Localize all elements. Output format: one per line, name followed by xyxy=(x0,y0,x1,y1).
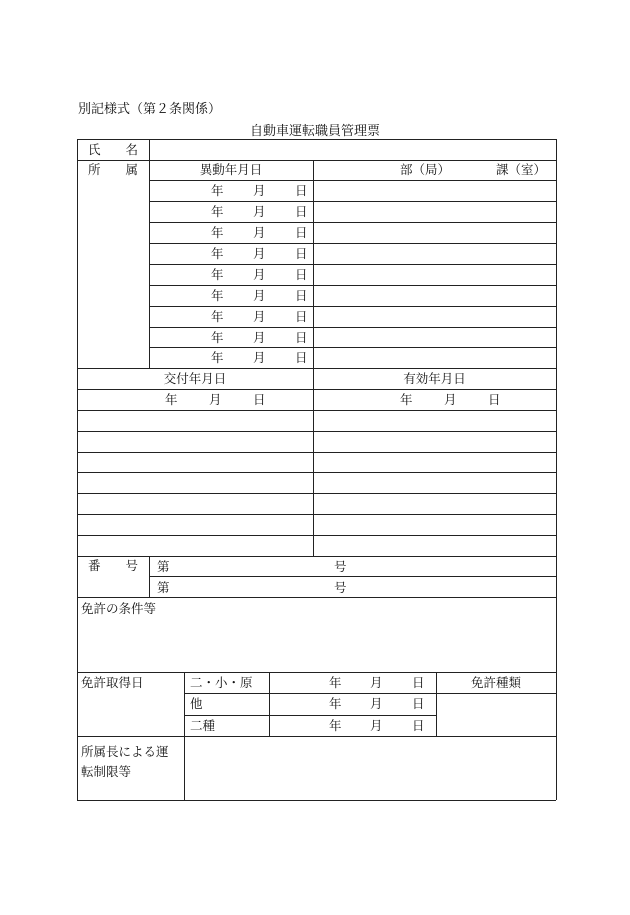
transfer-date-row: 年 月 日 xyxy=(211,182,308,198)
section-header: 課（室） xyxy=(496,162,547,177)
form-title: 自動車運転職員管理票 xyxy=(249,124,380,139)
license-type-1: 二・小・原 xyxy=(190,675,253,690)
number-label: 番 号 xyxy=(87,557,138,573)
form-label: 別記様式（第２条関係） xyxy=(78,102,222,117)
transfer-date-row: 年 月 日 xyxy=(211,203,308,219)
transfer-date-row: 年 月 日 xyxy=(211,245,308,261)
transfer-date-row: 年 月 日 xyxy=(211,329,308,345)
license-type-3: 二種 xyxy=(190,718,216,733)
number-prefix-1: 第 xyxy=(157,559,170,574)
license-conditions-label: 免許の条件等 xyxy=(81,601,157,616)
license-date-3: 年 月 日 xyxy=(329,717,425,733)
transfer-date-row: 年 月 日 xyxy=(211,308,308,324)
restrictions-label: 所属長による運 転制限等 xyxy=(81,744,169,779)
issue-date-header: 交付年月日 xyxy=(163,370,227,386)
department-header: 部（局） xyxy=(400,162,451,177)
transfer-date-row: 年 月 日 xyxy=(211,266,308,282)
transfer-date-row: 年 月 日 xyxy=(211,224,308,240)
number-suffix-2: 号 xyxy=(334,580,347,595)
number-suffix-1: 号 xyxy=(334,559,347,574)
license-date-1: 年 月 日 xyxy=(329,674,425,690)
valid-date-header: 有効年月日 xyxy=(403,370,466,386)
license-date-label: 免許取得日 xyxy=(81,675,144,690)
issue-date: 年 月 日 xyxy=(165,391,266,407)
license-type-2: 他 xyxy=(190,696,203,711)
transfer-date-row: 年 月 日 xyxy=(211,287,308,303)
valid-date: 年 月 日 xyxy=(400,391,501,407)
name-label: 氏 名 xyxy=(87,141,138,157)
transfer-date-row: 年 月 日 xyxy=(211,349,308,365)
number-prefix-2: 第 xyxy=(157,580,170,595)
affiliation-label: 所 属 xyxy=(87,162,138,178)
transfer-date-header: 異動年月日 xyxy=(199,162,263,178)
license-date-2: 年 月 日 xyxy=(329,696,425,712)
license-kind-header: 免許種類 xyxy=(470,674,521,690)
